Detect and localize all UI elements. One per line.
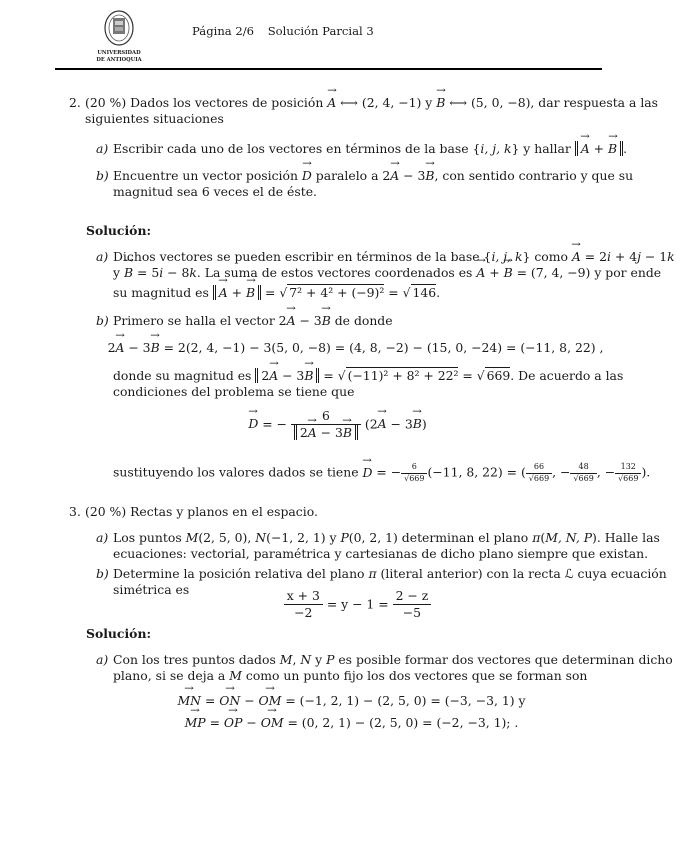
document-title: Solución Parcial 3	[267, 24, 374, 38]
solution-title: Solución:	[86, 626, 152, 641]
problem-3	[69, 504, 602, 520]
problem-2-b-line2: magnitud sea 6 veces el de éste.	[113, 184, 317, 200]
page-header	[0, 0, 655, 70]
svg-text:UNIVERSIDAD: UNIVERSIDAD	[97, 50, 141, 56]
running-head	[192, 24, 384, 39]
equation-mp: → MP = → OP − → OM = (0, 2, 1) − (2, 5, 0) = (−2, −3, 1); .	[24, 715, 679, 731]
page-number: Página 2/6	[192, 24, 255, 38]
problem-2: 2. (20 %) Dados los vectores de posición → A ⟷ (2, 4, −1) y → B ⟷ (5, 0, −8), dar respuesta a las siguientes situaciones	[69, 95, 602, 128]
solution-2-b-line3: condiciones del problema se tiene que	[113, 384, 355, 400]
problem-3-b-line2: simétrica es	[113, 582, 190, 598]
equation-d: → D = − $\frac{6}{2\to A - 3\to B}$ (2→ A − 3→ B)	[10, 408, 665, 442]
problem-number: 2.	[69, 95, 81, 110]
document-page: UNIVERSIDAD DE ANTIOQUIA Página 2/6 Solución Parcial 3 2. (20 %) Dados los vectores de posición → A ⟷ (2, 4, −1) y → B ⟷ (5, 0, −8), dar respuesta a las siguientes situaciones a) Escribir cada uno de los vectores en términos de la base {i, j, k} y hallar → A + → B . b) Encuentre un vector posición → D paralelo a 2→ A − 3→ B, con sentido contrario y que su magnitud sea 6 veces el de éste. Solución: a) Dichos vectores se pueden escribir en términos de la base {i, j, k} como → A = 2i + 4j − 1k y → B = 5i − 8k. La suma de estos vectores coordenados es → A + → B = (7, 4, −9) y por ende su magnitud es → A + → B = √ 7² + 4² + (−9)² = √ 146. b) Primero se halla el vector 2→ A − 3→ B de donde 2→ A − 3→ B = 2(2, 4, −1) − 3(5, 0, −8) = (4, 8, −2) − (15, 0, −24) = (−11, 8, 22) , donde su magnitud es 2→ A − 3→ B = √ (−11)² + 8² + 22² = √ 669. De acuerdo a las condiciones del problema se tiene que → D = − $\frac{6}{2\to A - 3\to B}$ (2→ A − 3→ B) sustituyendo los valores dados se tiene → D = − $\frac{6}{√669}$ (−11, 8, 22) = ( $\frac{66}{√669}$ , − $\frac{48}{√669}$ , − $\frac{132}{√669}$ ). 3. (20 %) Rectas y planos en el espacio. a) Los puntos M(2, 5, 0), N(−1, 2, 1) y P(0, 2, 1) determinan el plano π(M, N, P). Halle las ecuaciones: vectorial, paramétrica y cartesianas de dicho plano siempre que existan. b) Determine la posición relativa del plano π (literal anterior) con la recta ℒ cuya ecuación simétrica es $\frac{x + 3}{-2}$ = y − 1 = $\frac{2 - z}{-5}$ Solución: a) Con los tres puntos dados M, N y P es posible formar dos vectores que determinan dicho plano, si se deja a M como un punto fijo los dos vectores que se forman son → MN = → ON − → OM = (−1, 2, 1) − (2, 5, 0) = (−3, −3, 1) y → MP = → OP − → OM = (0, 2, 1) − (2, 5, 0) = (−2, −3, 1); .	[0, 0, 655, 848]
equation-2a-3b: 2→ A − 3→ B = 2(2, 4, −1) − 3(5, 0, −8) = (4, 8, −2) − (15, 0, −24) = (−11, 8, 22) ,	[28, 340, 683, 356]
symmetric-equation: $\frac{x + 3}{-2}$ = y − 1 = $\frac{2 - z}{-5}$	[30, 588, 685, 622]
solution-title: Solución:	[86, 223, 152, 238]
problem-3-a-line2: ecuaciones: vectorial, paramétrica y cartesianas de dicho plano siempre que existan.	[113, 546, 649, 562]
problem-3-intro: (20 %) Rectas y planos en el espacio.	[85, 504, 318, 519]
equation-mn: → MN = → ON − → OM = (−1, 2, 1) − (2, 5, 0) = (−3, −3, 1) y	[24, 693, 679, 709]
problem-number: 3.	[69, 504, 81, 519]
header-rule	[55, 68, 602, 70]
university-seal-logo	[94, 8, 144, 66]
svg-text:DE ANTIOQUIA: DE ANTIOQUIA	[96, 57, 142, 63]
problem-intro-line2: siguientes situaciones	[85, 111, 224, 127]
